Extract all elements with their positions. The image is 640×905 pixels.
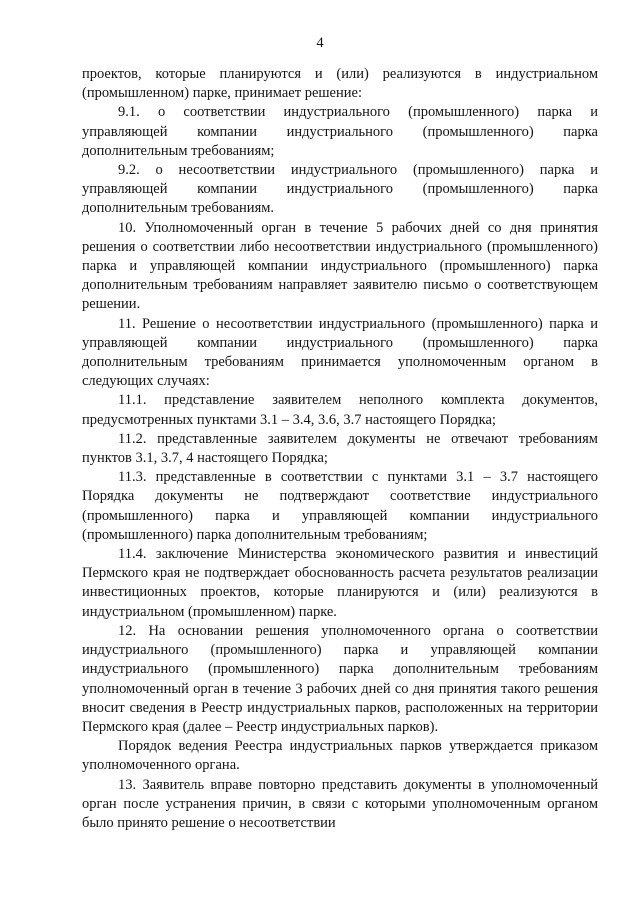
paragraph-11-2: 11.2. представленные заявителем документы не отвечают требованиям пунктов 3.1, 3.7, 4 настоящего Порядка; — [82, 430, 598, 467]
paragraph-11-4: 11.4. заключение Министерства экономического развития и инвестиций Пермского края не подтверждает обоснованность расчета результатов реализации инвестиционных проектов, которые планируются и (или) реализуются в индустриальном (промышленном) парке. — [82, 546, 598, 620]
paragraph-continuation: проектов, которые планируются и (или) реализуются в индустриальном (промышленном) парке, принимает решение: — [82, 66, 598, 102]
page-number: 4 — [316, 35, 324, 51]
paragraph-registry-procedure: Порядок ведения Реестра индустриальных парков утверждается приказом уполномоченного органа. — [82, 738, 598, 774]
paragraph-11: 11. Решение о несоответствии индустриального (промышленного) парка и управляющей компании индустриального (промышленного) парка дополнительным требованиям принимается уполномоченным органом в следующих случаях: — [82, 315, 598, 390]
paragraph-9-1: 9.1. о соответствии индустриального (промышленного) парка и управляющей компании индустриального (промышленного) парка дополнительным требованиям; — [82, 104, 598, 159]
paragraph-9-2: 9.2. о несоответствии индустриального (промышленного) парка и управляющей компании индустриального (промышленного) парка дополнительным требованиям. — [82, 162, 598, 217]
paragraph-13: 13. Заявитель вправе повторно представить документы в уполномоченный орган после устранения причин, в связи с которыми уполномоченным органом было принято решение о несоответствии — [82, 776, 598, 831]
paragraph-12: 12. На основании решения уполномоченного органа о соответствии индустриального (промышленного) парка и управляющей компании индустриального (промышленного) парка дополнительным требованиям уполномоченный орган в течение 3 рабочих дней со дня принятия такого решения вносит сведения в Реестр индустриальных парков, расположенных на территории Пермского края (далее – Реестр индустриальных парков). — [82, 622, 598, 735]
paragraph-11-3: 11.3. представленные в соответствии с пунктами 3.1 – 3.7 настоящего Порядка документы не подтверждают соответствие индустриального (промышленного) парка и управляющей компании индустриального (промышленного) парка дополнительным требованиям; — [82, 469, 598, 543]
paragraph-11-1: 11.1. представление заявителем неполного комплекта документов, предусмотренных пунктами 3.1 – 3.4, 3.6, 3.7 настоящего Порядка; — [82, 392, 598, 428]
paragraph-10: 10. Уполномоченный орган в течение 5 рабочих дней со дня принятия решения о соответствии либо несоответствии индустриального (промышленного) парка и управляющей компании индустриального (промышленного) парка дополнительным требованиям направляет заявителю письмо о соответствующем решении. — [82, 219, 598, 313]
document-body — [82, 65, 598, 833]
